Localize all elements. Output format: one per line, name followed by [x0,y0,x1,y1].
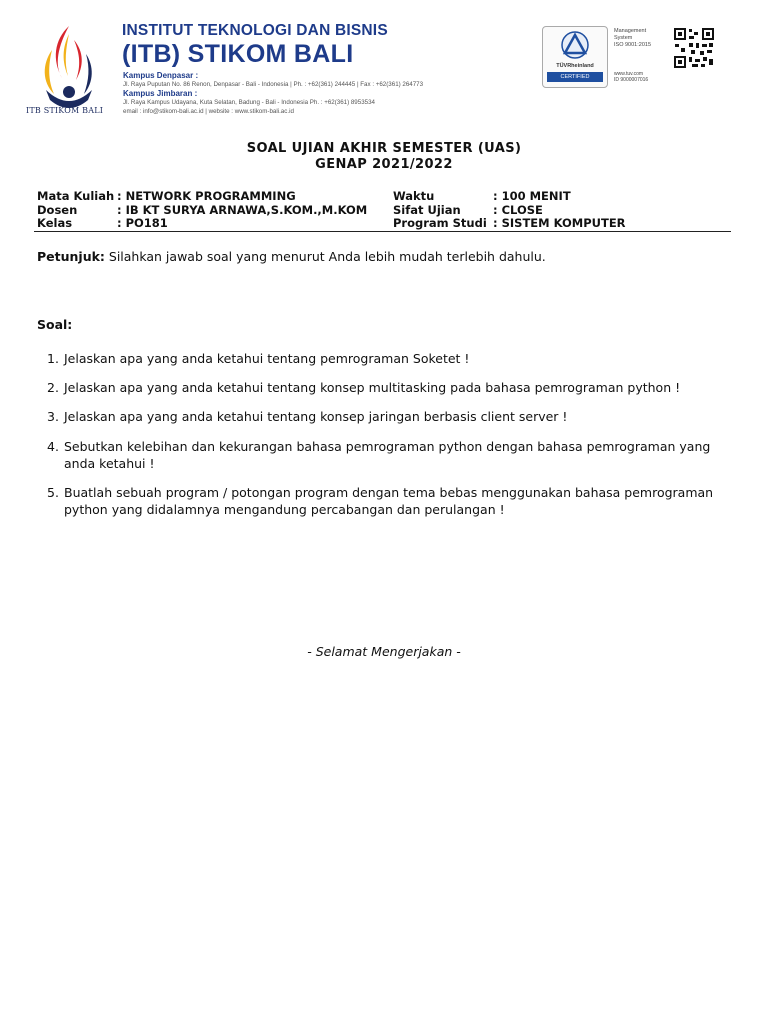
cert-system-line: System [614,35,633,41]
cert-web-info [614,71,648,83]
question-text: Jelaskan apa yang anda ketahui tentang konsep jaringan berbasis client server ! [64,409,568,424]
qr-code-icon [672,26,716,70]
cert-system-info [614,28,651,49]
exam-subtitle: GENAP 2021/2022 [315,157,453,172]
campus-denpasar-label: Kampus Denpasar : [123,71,199,80]
duration-value: : 100 MENIT [493,189,571,203]
cert-web: www.tuv.com [614,71,644,77]
logo-caption: ITB STIKOM BALI [26,106,104,115]
duration-label: Waktu [393,189,435,203]
exam-type-label: Sifat Ujian [393,202,461,217]
institution-short-name: (ITB) STIKOM BALI [122,40,354,68]
info-row [37,203,731,217]
question-number: 2. [47,380,59,395]
lecturer-label: Dosen [37,202,78,217]
divider [34,231,731,232]
closing-message: - Selamat Mengerjakan - [307,644,461,659]
question-text: Buatlah sebuah program / potongan program dengan tema bebas menggunakan bahasa pemrograman python yang didalamnya mengandung percabangan dan perulangan ! [64,485,714,517]
cert-id: ID 9000007016 [614,77,649,83]
question-text: Jelaskan apa yang anda ketahui tentang pemrograman Soketet ! [64,351,470,366]
question-number: 4. [47,439,59,454]
course-value: : NETWORK PROGRAMMING [117,189,296,203]
campus-jimbaran-label: Kampus Jimbaran : [123,89,198,98]
question-text: Jelaskan apa yang anda ketahui tentang konsep multitasking pada bahasa pemrograman python ! [64,380,681,395]
class-label: Kelas [37,216,73,230]
institution-name: INSTITUT TEKNOLOGI DAN BISNIS [122,22,388,39]
exam-info-table [37,189,731,230]
info-row [37,216,731,230]
tuv-name: TÜVRheinland [556,63,594,69]
cert-iso-standard: ISO 9001:2015 [614,42,652,48]
question-number: 5. [47,485,59,500]
study-program-value: : SISTEM KOMPUTER [493,216,626,230]
contact-info: email : info@stikom-bali.ac.id | website : www.stikom-bali.ac.id [123,108,294,115]
questions-heading: Soal: [37,317,73,332]
iso-certification [542,26,720,86]
campus-jimbaran-address: Jl. Raya Kampus Udayana, Kuta Selatan, Badung - Bali - Indonesia Ph. : +62(361) 8953534 [123,99,375,106]
study-program-label: Program Studi [393,216,487,230]
tuv-triangle-icon [543,27,607,63]
cert-system-line: Management [614,28,647,34]
question-number: 3. [47,409,59,424]
instructions-label: Petunjuk: [37,249,105,264]
campus-denpasar-address: Jl. Raya Puputan No. 86 Renon, Denpasar - Bali - Indonesia | Ph. : +62(361) 244445 | Fax : +62(361) 264773 [123,81,424,88]
info-row [37,189,731,203]
letterhead [0,0,768,125]
exam-title: SOAL UJIAN AKHIR SEMESTER (UAS) [246,141,522,156]
instructions-text: Silahkan jawab soal yang menurut Anda lebih mudah terlebih dahulu. [104,249,546,264]
lecturer-value: : IB KT SURYA ARNAWA,S.KOM.,M.KOM [117,202,368,217]
question-number: 1. [47,351,59,366]
class-value: : PO181 [117,216,168,230]
question-text: Sebutkan kelebihan dan kekurangan bahasa pemrograman python dengan bahasa pemrograman yang anda ketahui ! [64,439,711,471]
instructions [37,249,546,264]
tuv-badge [542,26,608,88]
course-label: Mata Kuliah [37,189,115,203]
itb-stikom-logo [24,20,114,120]
tuv-certified-label: CERTIFIED [547,72,603,82]
exam-type-value: : CLOSE [493,202,543,217]
